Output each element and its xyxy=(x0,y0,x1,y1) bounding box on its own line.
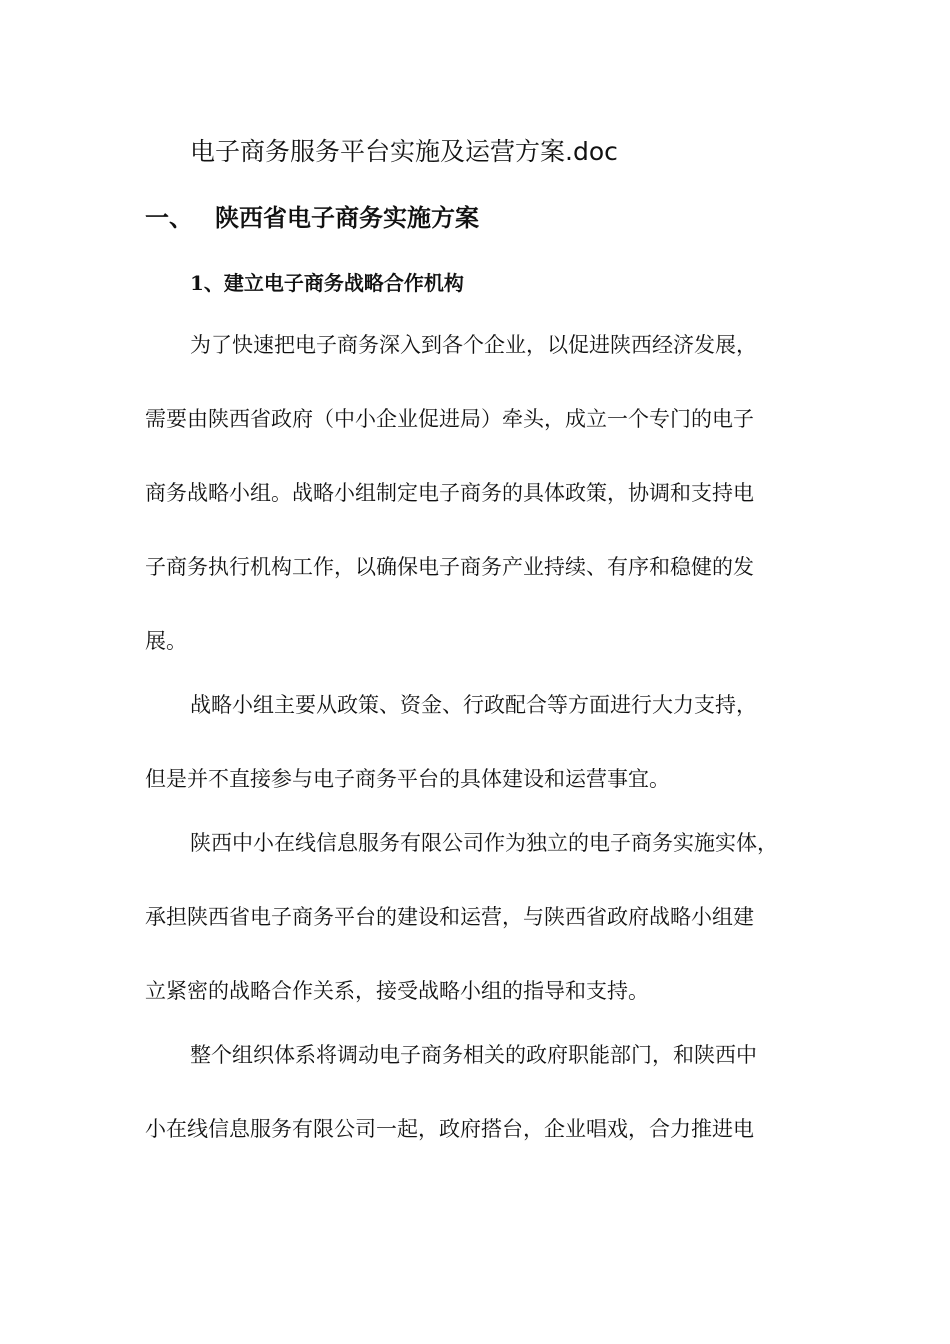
paragraph-line: 小在线信息服务有限公司一起，政府搭台，企业唱戏，合力推进电 xyxy=(145,1117,754,1141)
section-heading xyxy=(145,200,479,236)
paragraph-line: 但是并不直接参与电子商务平台的具体建设和运营事宜。 xyxy=(145,767,670,791)
paragraph-line: 战略小组主要从政策、资金、行政配合等方面进行大力支持， xyxy=(190,693,757,717)
document-title: 电子商务服务平台实施及运营方案.doc xyxy=(190,137,618,166)
paragraph-line: 承担陕西省电子商务平台的建设和运营，与陕西省政府战略小组建 xyxy=(145,905,754,929)
paragraph-line: 需要由陕西省政府（中小企业促进局）牵头，成立一个专门的电子 xyxy=(145,407,754,431)
paragraph-line: 子商务执行机构工作，以确保电子商务产业持续、有序和稳健的发 xyxy=(145,555,754,579)
paragraph-line: 为了快速把电子商务深入到各个企业，以促进陕西经济发展， xyxy=(190,333,757,357)
paragraph-line: 陕西中小在线信息服务有限公司作为独立的电子商务实施实体， xyxy=(190,831,778,855)
subsection-heading: 1、建立电子商务战略合作机构 xyxy=(190,271,464,295)
section-number: 一、 xyxy=(145,204,193,232)
paragraph-line: 立紧密的战略合作关系，接受战略小组的指导和支持。 xyxy=(145,979,649,1003)
paragraph-line: 展。 xyxy=(145,629,187,653)
paragraph-line: 整个组织体系将调动电子商务相关的政府职能部门，和陕西中 xyxy=(190,1043,757,1067)
paragraph-line: 商务战略小组。战略小组制定电子商务的具体政策，协调和支持电 xyxy=(145,481,754,505)
section-title: 陕西省电子商务实施方案 xyxy=(215,204,479,232)
